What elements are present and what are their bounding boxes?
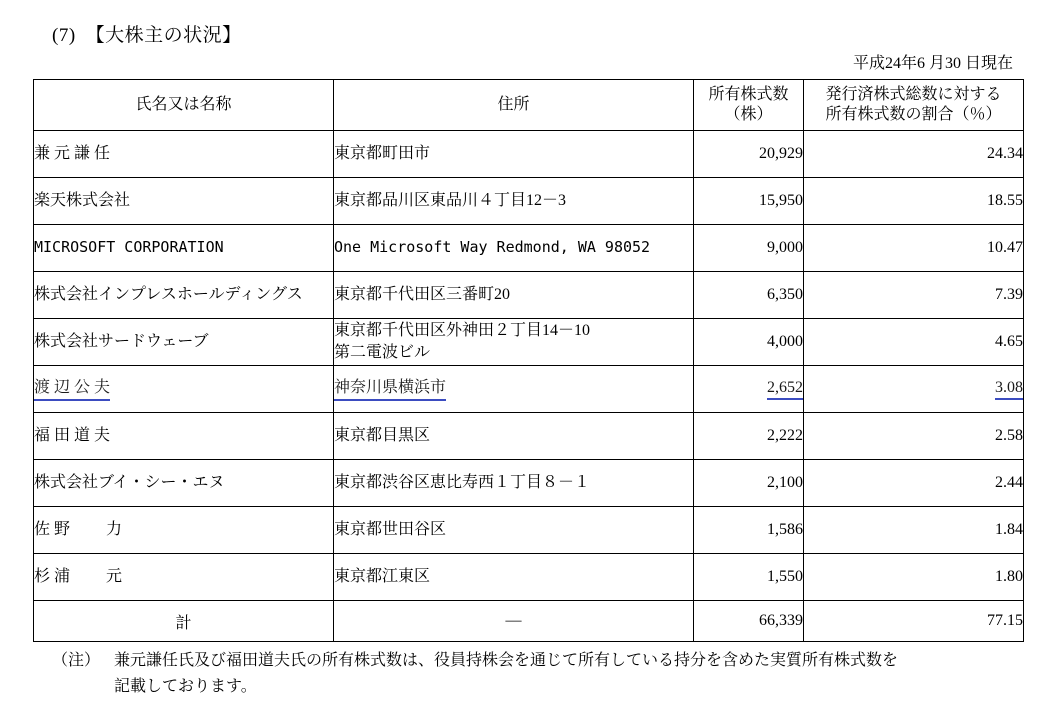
cell-ratio <box>804 366 1024 413</box>
shareholder-name-text: 佐 野 力 <box>34 521 123 539</box>
cell-shareholder-name <box>34 319 334 366</box>
cell-shares <box>694 319 804 366</box>
total-shares: 66,339 <box>694 601 804 642</box>
cell-shares <box>694 272 804 319</box>
as-of-date: 平成24年6 月30 日現在 <box>852 55 1013 72</box>
cell-ratio <box>804 178 1024 225</box>
ratio-value: 7.39 <box>995 286 1023 303</box>
cell-ratio <box>804 319 1024 366</box>
cell-shareholder-name <box>34 460 334 507</box>
table-row <box>34 507 1024 554</box>
ratio-value: 2.58 <box>995 427 1023 444</box>
table-row <box>34 554 1024 601</box>
cell-ratio <box>804 460 1024 507</box>
cell-shares <box>694 554 804 601</box>
shareholder-name-text: 株式会社サードウェーブ <box>34 333 209 351</box>
shareholder-name-text: 渡 辺 公 夫 <box>34 377 110 402</box>
cell-ratio <box>804 413 1024 460</box>
ratio-value: 3.08 <box>995 379 1023 400</box>
cell-shareholder-name <box>34 272 334 319</box>
column-header-ratio-line1: 発行済株式総数に対する <box>825 86 1002 103</box>
address-line: 第二電波ビル <box>334 344 431 361</box>
shares-value: 6,350 <box>767 286 803 303</box>
column-header-name: 氏名又は名称 <box>34 80 334 131</box>
cell-shares <box>694 366 804 413</box>
address-text: 東京都世田谷区 <box>334 521 447 539</box>
shareholder-name-text: 兼 元 謙 任 <box>34 145 111 163</box>
column-header-shares-line2: （株） <box>724 106 773 123</box>
note-line2: 記載しております。 <box>114 677 257 695</box>
table-total-row <box>34 601 1024 642</box>
cell-shares <box>694 460 804 507</box>
table-row <box>34 272 1024 319</box>
ratio-value: 24.34 <box>987 145 1023 162</box>
cell-address <box>334 319 694 366</box>
address-text: 東京都千代田区三番町20 <box>334 286 511 304</box>
address-text: 東京都町田市 <box>334 145 431 163</box>
column-header-address: 住所 <box>334 80 694 131</box>
cell-address <box>334 178 694 225</box>
shareholder-name-text: MICROSOFT CORPORATION <box>34 238 224 257</box>
address-text: 東京都品川区東品川４丁目12－3 <box>334 192 567 210</box>
shares-value: 15,950 <box>759 192 803 209</box>
table-header-row <box>34 80 1024 131</box>
cell-shares <box>694 178 804 225</box>
address-text: 東京都江東区 <box>334 568 431 586</box>
cell-address <box>334 225 694 272</box>
cell-shareholder-name <box>34 554 334 601</box>
shares-value: 4,000 <box>767 333 803 350</box>
ratio-value: 10.47 <box>987 239 1023 256</box>
shareholder-name-text: 株式会社インプレスホールディングス <box>34 286 303 304</box>
total-label: 計 <box>34 601 334 642</box>
cell-ratio <box>804 131 1024 178</box>
shares-value: 1,550 <box>767 568 803 585</box>
cell-shareholder-name <box>34 366 334 413</box>
cell-address <box>334 131 694 178</box>
column-header-shares-line1: 所有株式数 <box>708 86 789 103</box>
shares-value: 2,652 <box>767 379 803 400</box>
major-shareholders-table <box>33 79 1024 642</box>
table-row <box>34 225 1024 272</box>
column-header-ratio <box>804 80 1024 131</box>
cell-shares <box>694 225 804 272</box>
total-ratio: 77.15 <box>804 601 1024 642</box>
shares-value: 2,222 <box>767 427 803 444</box>
cell-ratio <box>804 225 1024 272</box>
table-row <box>34 366 1024 413</box>
table-row <box>34 131 1024 178</box>
cell-address <box>334 507 694 554</box>
column-header-ratio-line2: 所有株式数の割合（％） <box>825 106 1002 123</box>
table-row <box>34 460 1024 507</box>
ratio-value: 1.80 <box>995 568 1023 585</box>
cell-shareholder-name <box>34 178 334 225</box>
cell-shareholder-name <box>34 225 334 272</box>
cell-ratio <box>804 507 1024 554</box>
section-heading <box>52 20 242 47</box>
cell-ratio <box>804 554 1024 601</box>
shares-value: 20,929 <box>759 145 803 162</box>
column-header-shares <box>694 80 804 131</box>
table-note <box>52 648 1037 699</box>
cell-shareholder-name <box>34 131 334 178</box>
address-text: 東京都目黒区 <box>334 427 431 445</box>
table-row <box>34 319 1024 366</box>
note-label: （注） <box>52 652 101 669</box>
shareholder-name-text: 福 田 道 夫 <box>34 427 111 445</box>
section-title-text: 【大株主の状況】 <box>85 25 242 46</box>
shares-value: 1,586 <box>767 521 803 538</box>
total-address: ― <box>334 601 694 642</box>
cell-address <box>334 460 694 507</box>
cell-address <box>334 272 694 319</box>
address-text: One Microsoft Way Redmond, WA 98052 <box>334 238 651 257</box>
shares-value: 9,000 <box>767 239 803 256</box>
note-line1: 兼元謙任氏及び福田道夫氏の所有株式数は、役員持株会を通じて所有している持分を含めた実質所有株式数を <box>114 652 899 669</box>
address-line: 東京都千代田区外神田２丁目14－10 <box>334 322 591 340</box>
cell-ratio <box>804 272 1024 319</box>
cell-shareholder-name <box>34 507 334 554</box>
shareholder-name-text: 株式会社ブイ・シー・エヌ <box>34 474 225 492</box>
cell-address <box>334 413 694 460</box>
table-row <box>34 413 1024 460</box>
cell-address <box>334 366 694 413</box>
ratio-value: 1.84 <box>995 521 1023 538</box>
ratio-value: 4.65 <box>995 333 1023 350</box>
shareholder-name-text: 楽天株式会社 <box>34 192 131 210</box>
cell-shares <box>694 507 804 554</box>
ratio-value: 18.55 <box>987 192 1023 209</box>
table-body <box>34 131 1024 601</box>
address-text: 神奈川県横浜市 <box>334 377 446 402</box>
table-row <box>34 178 1024 225</box>
cell-shareholder-name <box>34 413 334 460</box>
ratio-value: 2.44 <box>995 474 1023 491</box>
address-text: 東京都渋谷区恵比寿西１丁目８－１ <box>334 474 591 492</box>
cell-shares <box>694 131 804 178</box>
shareholder-name-text: 杉 浦 元 <box>34 568 123 586</box>
cell-address <box>334 554 694 601</box>
shares-value: 2,100 <box>767 474 803 491</box>
section-number: (7) <box>52 25 76 46</box>
cell-shares <box>694 413 804 460</box>
